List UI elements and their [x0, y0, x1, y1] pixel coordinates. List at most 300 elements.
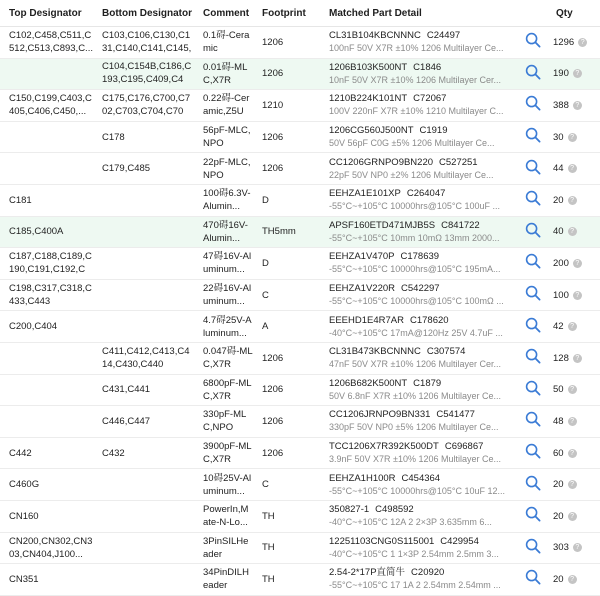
- manufacturer-part-number[interactable]: APSF160ETD471MJB5S: [329, 219, 436, 231]
- bottom-designator-cell: [93, 469, 194, 501]
- search-icon[interactable]: [525, 411, 541, 427]
- matched-part-cell: [320, 469, 519, 501]
- comment: 6800pF-MLC,X7R: [203, 377, 252, 402]
- manufacturer-part-number[interactable]: 12251103CNG0S115001: [329, 535, 435, 547]
- comment-cell: [194, 500, 253, 532]
- qty-value: 200: [553, 257, 569, 269]
- part-number-line: [329, 282, 519, 295]
- bottom-designator-cell: [93, 248, 194, 280]
- bottom-designator: C446,C447: [102, 415, 151, 427]
- footprint: 1206: [253, 121, 320, 153]
- part-description: -40°C~+105°C 12A 2 2×3P 3.635mm 6...: [329, 517, 492, 528]
- bottom-designator: C432: [102, 447, 125, 459]
- search-cell: [519, 437, 547, 469]
- search-icon[interactable]: [525, 159, 541, 175]
- footprint: C: [253, 279, 320, 311]
- bottom-designator-cell: [93, 311, 194, 343]
- qty-value: 20: [553, 510, 564, 522]
- comment-cell: [194, 153, 253, 185]
- qty-value: 44: [553, 163, 564, 175]
- table-row[interactable]: [0, 500, 600, 532]
- footprint: 1210: [253, 90, 320, 122]
- search-icon[interactable]: [525, 380, 541, 396]
- top-designator-cell: [0, 121, 93, 153]
- top-designator-cell: [0, 469, 93, 501]
- matched-part-cell: [320, 58, 519, 90]
- bottom-designator-cell: [93, 437, 194, 469]
- part-description: 10nF 50V X7R ±10% 1206 Multilayer Cer...: [329, 74, 502, 85]
- qty-value: 42: [553, 321, 564, 333]
- comment-cell: [194, 311, 253, 343]
- manufacturer-part-number[interactable]: EEHZA1E101XP: [329, 188, 401, 200]
- manufacturer-part-number[interactable]: CL31B104KBCNNNC: [329, 30, 421, 42]
- qty-cell: [547, 279, 600, 311]
- lcsc-part-number[interactable]: C20920: [411, 567, 445, 579]
- bottom-designator: C431,C441: [102, 384, 151, 396]
- top-designator-cell: [0, 279, 93, 311]
- search-icon[interactable]: [525, 285, 541, 301]
- comment-cell: [194, 216, 253, 248]
- footprint: 1206: [253, 27, 320, 59]
- help-icon[interactable]: ?: [573, 259, 582, 268]
- top-designator: CN351: [9, 573, 39, 585]
- search-cell: [519, 500, 547, 532]
- footprint: 1206: [253, 153, 320, 185]
- lcsc-part-number[interactable]: C429954: [440, 535, 479, 547]
- search-cell: [519, 532, 547, 564]
- manufacturer-part-number[interactable]: 1206CG560J500NT: [329, 125, 414, 137]
- comment-cell: [194, 121, 253, 153]
- part-number-line: [329, 377, 519, 390]
- table-row[interactable]: [0, 248, 600, 280]
- help-icon[interactable]: ?: [568, 164, 577, 173]
- top-designator-cell: [0, 153, 93, 185]
- comment-cell: [194, 248, 253, 280]
- table-body: [0, 27, 600, 596]
- search-cell: [519, 469, 547, 501]
- footprint: TH: [253, 564, 320, 596]
- top-designator: C150,C199,C403,C405,C406,C450,...: [9, 93, 92, 118]
- matched-part-cell: [320, 216, 519, 248]
- manufacturer-part-number[interactable]: 350827-1: [329, 504, 370, 516]
- comment: 10碍25V-Aluminum...: [203, 472, 252, 497]
- header-comment[interactable]: Comment: [194, 0, 253, 27]
- manufacturer-part-number[interactable]: CL31B473KBCNNNC: [329, 346, 421, 358]
- table-row[interactable]: [0, 279, 600, 311]
- qty-cell: [547, 153, 600, 185]
- comment-cell: [194, 532, 253, 564]
- bottom-designator: C411,C412,C413,C414,C430,C440: [102, 346, 190, 371]
- part-number-line: [329, 535, 519, 548]
- qty-value: 40: [553, 226, 564, 238]
- qty-cell: [547, 469, 600, 501]
- help-icon[interactable]: ?: [573, 291, 582, 300]
- manufacturer-part-number[interactable]: EEEHD1E4R7AR: [329, 314, 404, 326]
- qty-value: 50: [553, 384, 564, 396]
- top-designator-cell: [0, 248, 93, 280]
- manufacturer-part-number[interactable]: EEHZA1V220R: [329, 283, 396, 295]
- comment: 0.047碍-MLC,X7R: [203, 346, 253, 371]
- help-icon[interactable]: ?: [568, 385, 577, 394]
- part-number-line: [329, 440, 519, 453]
- header-top-designator[interactable]: Top Designator: [0, 0, 93, 27]
- part-description: -55°C~+105°C 10000hrs@105°C 195mA...: [329, 264, 501, 275]
- comment: 3PinSILHeader: [203, 535, 249, 560]
- part-number-line: [329, 250, 519, 263]
- help-icon[interactable]: ?: [568, 227, 577, 236]
- manufacturer-part-number[interactable]: EEHZA1H100R: [329, 472, 396, 484]
- matched-part-cell: [320, 121, 519, 153]
- bottom-designator-cell: [93, 279, 194, 311]
- search-cell: [519, 279, 547, 311]
- help-icon[interactable]: ?: [573, 69, 582, 78]
- table-row[interactable]: [0, 342, 600, 374]
- top-designator-cell: [0, 437, 93, 469]
- table-row[interactable]: [0, 58, 600, 90]
- search-icon[interactable]: [525, 538, 541, 554]
- table-row[interactable]: [0, 406, 600, 438]
- bottom-designator: C103,C106,C130,C131,C140,C141,C145,: [102, 29, 192, 54]
- comment: 22碍16V-Aluminum...: [203, 283, 252, 308]
- comment-cell: [194, 406, 253, 438]
- footprint: D: [253, 184, 320, 216]
- search-cell: [519, 374, 547, 406]
- part-number-line: [329, 29, 519, 42]
- comment: 47碍16V-Aluminum...: [203, 251, 252, 276]
- footprint: C: [253, 469, 320, 501]
- lcsc-part-number[interactable]: C178620: [409, 314, 449, 326]
- help-icon[interactable]: ?: [568, 512, 577, 521]
- lcsc-part-number[interactable]: C541477: [436, 409, 475, 421]
- lcsc-part-number[interactable]: C527251: [439, 156, 478, 168]
- matched-part-cell: [320, 374, 519, 406]
- qty-cell: [547, 90, 600, 122]
- header-qty[interactable]: Qty: [547, 0, 600, 27]
- matched-part-cell: [320, 184, 519, 216]
- matched-part-cell: [320, 90, 519, 122]
- table-row[interactable]: [0, 27, 600, 59]
- footprint: 1206: [253, 342, 320, 374]
- qty-cell: [547, 216, 600, 248]
- qty-value: 60: [553, 447, 564, 459]
- top-designator-cell: [0, 532, 93, 564]
- search-icon[interactable]: [525, 443, 541, 459]
- part-description: 100V 220nF X7R ±10% 1210 Multilayer C...: [329, 106, 504, 117]
- qty-cell: [547, 121, 600, 153]
- top-designator-cell: [0, 500, 93, 532]
- comment: 470碍16V-Alumin...: [203, 219, 248, 244]
- table-row[interactable]: [0, 90, 600, 122]
- bottom-designator-cell: [93, 27, 194, 59]
- search-cell: [519, 342, 547, 374]
- header-footprint[interactable]: Footprint: [253, 0, 320, 27]
- qty-value: 20: [553, 479, 564, 491]
- search-cell: [519, 311, 547, 343]
- bottom-designator-cell: [93, 121, 194, 153]
- top-designator-cell: [0, 342, 93, 374]
- search-cell: [519, 564, 547, 596]
- top-designator: C181: [9, 194, 32, 206]
- qty-value: 388: [553, 99, 569, 111]
- part-description: -55°C~+105°C 10mm 10mΩ 13mm 2000...: [329, 232, 500, 243]
- table-row[interactable]: [0, 469, 600, 501]
- qty-value: 128: [553, 352, 569, 364]
- part-description: 330pF 50V NP0 ±5% 1206 Multilayer Ce...: [329, 422, 499, 433]
- matched-part-cell: [320, 248, 519, 280]
- bottom-designator-cell: [93, 58, 194, 90]
- bottom-designator: C175,C176,C700,C702,C703,C704,C70: [102, 92, 191, 117]
- help-icon[interactable]: ?: [573, 101, 582, 110]
- bottom-designator-cell: [93, 342, 194, 374]
- qty-cell: [547, 500, 600, 532]
- part-number-line: [329, 92, 519, 105]
- qty-value: 100: [553, 289, 569, 301]
- qty-cell: [547, 248, 600, 280]
- comment: 22pF-MLC,NPO: [203, 156, 251, 181]
- bottom-designator: C104,C154B,C186,C193,C195,C409,C4: [102, 61, 192, 86]
- part-description: -40°C~+105°C 17mA@120Hz 25V 4.7uF ...: [329, 327, 503, 338]
- matched-part-cell: [320, 500, 519, 532]
- bottom-designator: C178: [102, 131, 125, 143]
- comment: PowerIn,Mate-N-Lo...: [203, 504, 249, 529]
- header-bottom-designator[interactable]: Bottom Designator: [93, 0, 194, 27]
- search-icon[interactable]: [525, 95, 541, 111]
- qty-cell: [547, 311, 600, 343]
- lcsc-part-number[interactable]: C1846: [413, 61, 442, 73]
- help-icon[interactable]: ?: [568, 480, 577, 489]
- qty-value: 48: [553, 415, 564, 427]
- lcsc-part-number[interactable]: C1879: [413, 377, 442, 389]
- bottom-designator-cell: [93, 184, 194, 216]
- table-row[interactable]: [0, 564, 600, 596]
- top-designator-cell: [0, 90, 93, 122]
- top-designator-cell: [0, 374, 93, 406]
- search-icon[interactable]: [525, 317, 541, 333]
- matched-part-cell: [320, 437, 519, 469]
- help-icon[interactable]: ?: [573, 543, 582, 552]
- lcsc-part-number[interactable]: C841722: [441, 219, 480, 231]
- table-row[interactable]: [0, 121, 600, 153]
- qty-cell: [547, 374, 600, 406]
- qty-cell: [547, 342, 600, 374]
- footprint: 1206: [253, 437, 320, 469]
- part-description: 50V 6.8nF X7R ±10% 1206 Multilayer Ce...: [329, 390, 502, 401]
- qty-value: 20: [553, 573, 564, 585]
- search-icon[interactable]: [525, 569, 541, 585]
- comment-cell: [194, 27, 253, 59]
- comment-cell: [194, 374, 253, 406]
- search-icon[interactable]: [525, 190, 541, 206]
- qty-value: 303: [553, 542, 569, 554]
- qty-value: 190: [553, 68, 569, 80]
- bottom-designator-cell: [93, 90, 194, 122]
- part-number-line: [329, 566, 519, 579]
- qty-cell: [547, 184, 600, 216]
- bottom-designator-cell: [93, 500, 194, 532]
- comment: 34PinDILHeader: [203, 567, 249, 592]
- qty-value: 1296: [553, 36, 575, 48]
- search-icon[interactable]: [525, 64, 541, 80]
- help-icon[interactable]: ?: [568, 417, 577, 426]
- comment: 0.1碍-Ceramic: [203, 30, 250, 55]
- part-number-line: [329, 61, 519, 74]
- manufacturer-part-number[interactable]: 1206B682K500NT: [329, 377, 408, 389]
- footprint: TH: [253, 532, 320, 564]
- search-icon[interactable]: [525, 32, 541, 48]
- comment-cell: [194, 437, 253, 469]
- part-description: 100nF 50V X7R ±10% 1206 Multilayer Ce...: [329, 43, 504, 54]
- lcsc-part-number[interactable]: C454364: [401, 472, 441, 484]
- comment: 0.22碍-Ceramic,Z5U: [203, 93, 250, 118]
- lcsc-part-number[interactable]: C72067: [413, 93, 447, 105]
- table-row[interactable]: [0, 532, 600, 564]
- lcsc-part-number[interactable]: C1919: [419, 125, 448, 137]
- search-icon[interactable]: [525, 253, 541, 269]
- help-icon[interactable]: ?: [578, 38, 587, 47]
- top-designator-cell: [0, 564, 93, 596]
- comment: 56pF-MLC,NPO: [203, 125, 251, 150]
- comment-cell: [194, 184, 253, 216]
- qty-cell: [547, 27, 600, 59]
- header-search: [519, 0, 547, 27]
- qty-value: 30: [553, 131, 564, 143]
- comment: 330pF-MLC,NPO: [203, 409, 247, 434]
- part-description: -55°C~+105°C 10000hrs@105°C 10uF 12...: [329, 485, 506, 496]
- lcsc-part-number[interactable]: C498592: [375, 504, 414, 516]
- top-designator-cell: [0, 216, 93, 248]
- top-designator: C460G: [9, 479, 40, 491]
- bottom-designator: C179,C485: [102, 163, 151, 175]
- lcsc-part-number[interactable]: C696867: [444, 441, 484, 453]
- manufacturer-part-number[interactable]: EEHZA1V470P: [329, 251, 395, 263]
- search-cell: [519, 27, 547, 59]
- top-designator: C102,C458,C511,C512,C513,C893,C...: [9, 30, 93, 55]
- footprint: D: [253, 248, 320, 280]
- top-designator-cell: [0, 58, 93, 90]
- part-description: -55°C~+105°C 10000hrs@105°C 100uF ...: [329, 201, 501, 212]
- footprint: 1206: [253, 406, 320, 438]
- help-icon[interactable]: ?: [568, 133, 577, 142]
- search-cell: [519, 248, 547, 280]
- search-cell: [519, 90, 547, 122]
- part-number-line: [329, 314, 519, 327]
- top-designator: C185,C400A: [9, 226, 64, 238]
- top-designator: C187,C188,C189,C190,C191,C192,C: [9, 250, 92, 275]
- top-designator: C200,C404: [9, 321, 58, 333]
- header-matched-part[interactable]: Matched Part Detail: [320, 0, 519, 27]
- manufacturer-part-number[interactable]: CC1206GRNPO9BN220: [329, 156, 434, 168]
- search-icon[interactable]: [525, 506, 541, 522]
- bottom-designator-cell: [93, 374, 194, 406]
- part-number-line: [329, 124, 519, 137]
- qty-cell: [547, 564, 600, 596]
- part-description: -55°C~+105°C 10000hrs@105°C 100mΩ ...: [329, 296, 504, 307]
- search-cell: [519, 121, 547, 153]
- bottom-designator-cell: [93, 564, 194, 596]
- footprint: 1206: [253, 374, 320, 406]
- top-designator-cell: [0, 406, 93, 438]
- table-row[interactable]: [0, 374, 600, 406]
- table-row[interactable]: [0, 216, 600, 248]
- part-description: 3.9nF 50V X7R ±10% 1206 Multilayer Ce...: [329, 454, 502, 465]
- part-number-line: [329, 408, 519, 421]
- comment-cell: [194, 342, 253, 374]
- bottom-designator-cell: [93, 406, 194, 438]
- table-row[interactable]: [0, 153, 600, 185]
- matched-part-cell: [320, 279, 519, 311]
- footprint: TH: [253, 500, 320, 532]
- matched-part-cell: [320, 311, 519, 343]
- top-designator-cell: [0, 184, 93, 216]
- table-row[interactable]: [0, 311, 600, 343]
- qty-cell: [547, 406, 600, 438]
- qty-cell: [547, 58, 600, 90]
- qty-cell: [547, 437, 600, 469]
- part-number-line: [329, 503, 519, 516]
- qty-cell: [547, 532, 600, 564]
- footprint: A: [253, 311, 320, 343]
- comment-cell: [194, 58, 253, 90]
- help-icon[interactable]: ?: [568, 575, 577, 584]
- lcsc-part-number[interactable]: C264047: [406, 188, 446, 200]
- search-cell: [519, 153, 547, 185]
- lcsc-part-number[interactable]: C542297: [401, 283, 440, 295]
- comment: 100碍6.3V-Alumin...: [203, 188, 251, 213]
- matched-part-cell: [320, 342, 519, 374]
- bottom-designator-cell: [93, 532, 194, 564]
- part-number-line: [329, 187, 519, 200]
- footprint: 1206: [253, 58, 320, 90]
- qty-value: 20: [553, 194, 564, 206]
- manufacturer-part-number[interactable]: 1210B224K101NT: [329, 93, 408, 105]
- manufacturer-part-number[interactable]: TCC1206X7R392K500DT: [329, 441, 439, 453]
- comment-cell: [194, 564, 253, 596]
- lcsc-part-number[interactable]: C307574: [426, 346, 466, 358]
- part-description: -55°C~+105°C 17 1A 2 2.54mm 2.54mm ...: [329, 580, 501, 591]
- manufacturer-part-number[interactable]: CC1206JRNPO9BN331: [329, 409, 431, 421]
- search-icon[interactable]: [525, 222, 541, 238]
- matched-part-cell: [320, 532, 519, 564]
- help-icon[interactable]: ?: [568, 322, 577, 331]
- comment: 4.7碍25V-Aluminum...: [203, 314, 252, 339]
- manufacturer-part-number[interactable]: 1206B103K500NT: [329, 61, 408, 73]
- search-icon[interactable]: [525, 348, 541, 364]
- part-number-line: [329, 219, 519, 232]
- lcsc-part-number[interactable]: C24497: [426, 30, 461, 42]
- part-description: -40°C~+105°C 1 1×3P 2.54mm 2.5mm 3...: [329, 548, 499, 559]
- help-icon[interactable]: ?: [573, 354, 582, 363]
- table-row[interactable]: [0, 184, 600, 216]
- matched-part-cell: [320, 153, 519, 185]
- comment-cell: [194, 469, 253, 501]
- search-cell: [519, 58, 547, 90]
- search-icon[interactable]: [525, 127, 541, 143]
- bottom-designator-cell: [93, 153, 194, 185]
- comment-cell: [194, 90, 253, 122]
- help-icon[interactable]: ?: [568, 449, 577, 458]
- search-icon[interactable]: [525, 475, 541, 491]
- top-designator-cell: [0, 27, 93, 59]
- part-description: 22pF 50V NP0 ±2% 1206 Multilayer Ce...: [329, 169, 494, 180]
- table-row[interactable]: [0, 437, 600, 469]
- search-cell: [519, 216, 547, 248]
- help-icon[interactable]: ?: [568, 196, 577, 205]
- footprint: TH5mm: [253, 216, 320, 248]
- top-designator: C198,C317,C318,C433,C443: [9, 283, 92, 308]
- lcsc-part-number[interactable]: C178639: [400, 251, 440, 263]
- manufacturer-part-number[interactable]: 2.54-2*17P直简牛: [329, 567, 406, 579]
- top-designator-cell: [0, 311, 93, 343]
